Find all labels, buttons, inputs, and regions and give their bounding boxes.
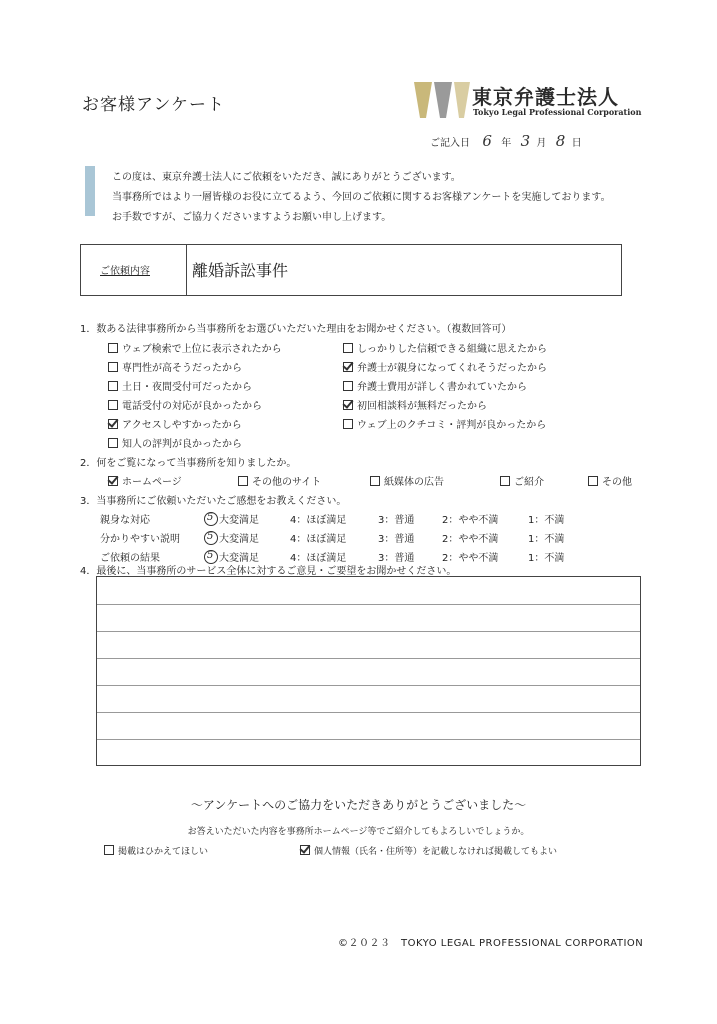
checkbox[interactable] bbox=[238, 476, 248, 486]
q1-option[interactable]: 電話受付の対応が良かったから bbox=[108, 397, 262, 412]
q3-text: 3．当事務所にご依頼いただいたご感想をお教えください。 bbox=[80, 496, 347, 507]
q3-row-label: ご依頼の結果 bbox=[100, 553, 160, 564]
checkbox-checked[interactable] bbox=[108, 476, 118, 486]
page-title: お客様アンケート bbox=[82, 95, 225, 115]
rating-2[interactable]: 2：やや不満 bbox=[442, 534, 499, 545]
rating-2[interactable]: 2：やや不満 bbox=[442, 515, 499, 526]
rating-4[interactable]: 4：ほぼ満足 bbox=[290, 534, 347, 545]
date-year-unit: 年 bbox=[501, 138, 512, 149]
intro-line-1: この度は、東京弁護士法人にご依頼をいただき、誠にありがとうございます。 bbox=[112, 172, 461, 183]
rating-3[interactable]: 3：普通 bbox=[378, 515, 415, 526]
q1-option[interactable]: 知人の評判が良かったから bbox=[108, 435, 242, 450]
q1-option[interactable]: 初回相談料が無料だったから bbox=[343, 397, 487, 412]
comment-ruled-line bbox=[97, 604, 640, 605]
q1-option[interactable]: ウェブ検索で上位に表示されたから bbox=[108, 340, 282, 355]
checkbox[interactable] bbox=[370, 476, 380, 486]
comment-ruled-line bbox=[97, 685, 640, 686]
q1-option[interactable]: ウェブ上のクチコミ・評判が良かったから bbox=[343, 416, 546, 431]
checkbox[interactable] bbox=[343, 419, 353, 429]
checkbox[interactable] bbox=[108, 362, 118, 372]
logo-mark-icon bbox=[412, 78, 472, 122]
q1-option[interactable]: 弁護士費用が詳しく書かれていたから bbox=[343, 378, 527, 393]
q1-option[interactable]: 弁護士が親身になってくれそうだったから bbox=[343, 359, 547, 374]
request-label: ご依頼内容 bbox=[100, 266, 150, 277]
q2-option[interactable]: ご紹介 bbox=[500, 473, 544, 488]
date-month-unit: 月 bbox=[536, 138, 547, 149]
permission-question: お答えいただいた内容を事務所ホームページ等でご紹介してもよろしいでしょうか。 bbox=[187, 827, 530, 837]
company-name-en: Tokyo Legal Professional Corporation bbox=[473, 107, 642, 117]
q1-option[interactable]: しっかりした信頼できる組織に思えたから bbox=[343, 340, 547, 355]
q2-option[interactable]: その他 bbox=[588, 473, 632, 488]
comment-ruled-line bbox=[97, 658, 640, 659]
checkbox-checked[interactable] bbox=[300, 845, 310, 855]
rating-5-selected[interactable]: 5 大変満足 bbox=[204, 549, 259, 564]
rating-3[interactable]: 3：普通 bbox=[378, 534, 415, 545]
request-value[interactable]: 離婚訴訟事件 bbox=[192, 261, 289, 280]
q3-row-label: 分かりやすい説明 bbox=[100, 534, 180, 545]
checkbox[interactable] bbox=[108, 400, 118, 410]
checkbox[interactable] bbox=[108, 381, 118, 391]
q1-option[interactable]: 土日・夜間受付可だったから bbox=[108, 378, 252, 393]
q2-option[interactable]: ホームページ bbox=[108, 473, 182, 488]
q1-option[interactable]: 専門性が高そうだったから bbox=[108, 359, 242, 374]
checkbox[interactable] bbox=[104, 845, 114, 855]
checkbox[interactable] bbox=[108, 343, 118, 353]
circle-mark-icon bbox=[204, 531, 218, 545]
rating-1[interactable]: 1：不満 bbox=[528, 515, 565, 526]
date-day-unit: 日 bbox=[571, 138, 582, 149]
date-row bbox=[430, 132, 582, 150]
comment-ruled-line bbox=[97, 739, 640, 740]
checkbox[interactable] bbox=[343, 381, 353, 391]
rating-3[interactable]: 3：普通 bbox=[378, 553, 415, 564]
q2-option[interactable]: 紙媒体の広告 bbox=[370, 473, 444, 488]
thank-you-message: ～アンケートへのご協力をいただきありがとうございました～ bbox=[190, 798, 527, 812]
checkbox[interactable] bbox=[588, 476, 598, 486]
checkbox[interactable] bbox=[343, 343, 353, 353]
comment-ruled-line bbox=[97, 631, 640, 632]
permission-option-no[interactable]: 掲載はひかえてほしい bbox=[104, 844, 208, 857]
rating-5-selected[interactable]: 5 大変満足 bbox=[204, 511, 259, 526]
copyright: ©２０２３ TOKYO LEGAL PROFESSIONAL CORPORATION bbox=[338, 938, 644, 949]
permission-option-yes[interactable]: 個人情報（氏名・住所等）を記載しなければ掲載してもよい bbox=[300, 844, 557, 857]
request-divider bbox=[186, 244, 187, 296]
q2-option[interactable]: その他のサイト bbox=[238, 473, 321, 488]
circle-mark-icon bbox=[204, 512, 218, 526]
intro-line-3: お手数ですが、ご協力くださいますようお願い申し上げます。 bbox=[112, 212, 392, 223]
q2-text: 2．何をご覧になって当事務所を知りましたか。 bbox=[80, 458, 297, 469]
checkbox-checked[interactable] bbox=[108, 419, 118, 429]
q1-text: 1．数ある法律事務所から当事務所をお選びいただいた理由をお聞かせください。（複数回答可） bbox=[80, 324, 512, 335]
comment-ruled-line bbox=[97, 712, 640, 713]
q4-text: 4．最後に、当事務所のサービス全体に対するご意見・ご要望をお聞かせください。 bbox=[80, 566, 457, 577]
intro-accent-bar bbox=[85, 166, 95, 216]
rating-5-selected[interactable]: 5 大変満足 bbox=[204, 530, 259, 545]
checkbox-checked[interactable] bbox=[343, 400, 353, 410]
q3-row-label: 親身な対応 bbox=[100, 515, 150, 526]
intro-line-2: 当事務所ではより一層皆様のお役に立てるよう、今回のご依頼に関するお客様アンケートを実施しております。 bbox=[112, 192, 611, 203]
q1-option[interactable]: アクセスしやすかったから bbox=[108, 416, 242, 431]
rating-4[interactable]: 4：ほぼ満足 bbox=[290, 553, 347, 564]
rating-1[interactable]: 1：不満 bbox=[528, 534, 565, 545]
date-label: ご記入日 bbox=[430, 138, 470, 149]
checkbox-checked[interactable] bbox=[343, 362, 353, 372]
rating-2[interactable]: 2：やや不満 bbox=[442, 553, 499, 564]
date-day[interactable]: 8 bbox=[555, 132, 566, 150]
checkbox[interactable] bbox=[500, 476, 510, 486]
date-year[interactable]: 6 bbox=[482, 132, 492, 150]
checkbox[interactable] bbox=[108, 438, 118, 448]
rating-4[interactable]: 4：ほぼ満足 bbox=[290, 515, 347, 526]
rating-1[interactable]: 1：不満 bbox=[528, 553, 565, 564]
company-name: 東京弁護士法人 bbox=[472, 85, 619, 109]
date-month[interactable]: 3 bbox=[520, 132, 531, 150]
request-box bbox=[80, 244, 622, 296]
